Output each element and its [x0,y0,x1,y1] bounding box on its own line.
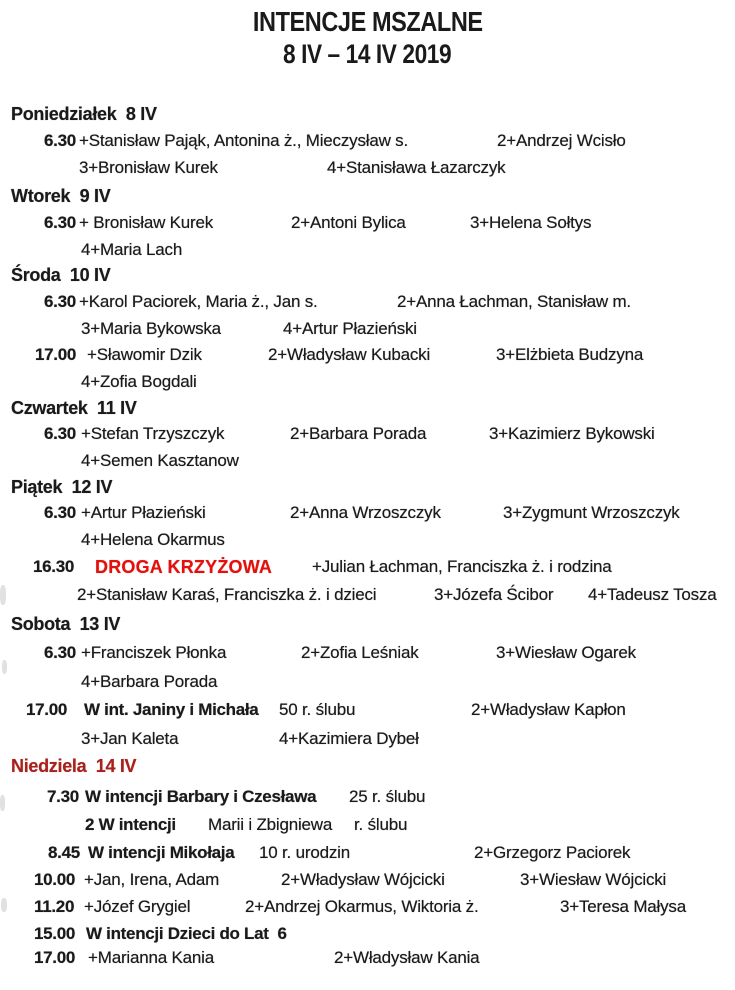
intention-text: 3+Helena Sołtys [470,213,592,232]
intention-text: 4+Kazimiera Dybeł [279,729,419,748]
mass-line [0,130,735,154]
continuation-line [0,157,735,181]
scan-smudge [0,585,6,605]
intention-text: W intencji Dzieci do Lat 6 [86,924,287,943]
intention-text: 2+Stanisław Karaś, Franciszka ż. i dzieci [77,585,377,604]
continuation-line [0,239,735,263]
time-label: 7.30 [47,787,79,806]
mass-line [0,642,735,666]
continuation-line [0,450,735,474]
intention-text: 3+Maria Bykowska [81,319,221,338]
intention-text: r. ślubu [354,815,408,834]
mass-line [0,842,735,866]
intention-text: 50 r. ślubu [279,700,356,719]
continuation-line [0,529,735,553]
mass-line [0,947,735,971]
intention-text: +Józef Grygiel [84,897,191,916]
mass-line [0,212,735,236]
time-label: 17.00 [26,700,68,719]
time-label: 11.20 [34,897,75,916]
intention-text: 2+Anna Wrzoszczyk [290,503,441,522]
mass-line [0,291,735,315]
intention-text: 2+Andrzej Wcisło [497,131,626,150]
time-label: 6.30 [44,424,76,443]
intention-text: 3+Wiesław Ogarek [496,643,636,662]
intention-text: 2+Władysław Kapłon [471,700,626,719]
day-heading: Poniedziałek 8 IV [11,104,157,124]
mass-line [0,699,735,723]
date-range-text: 8 IV – 14 IV 2019 [283,39,452,69]
continuation-line [0,584,735,608]
day-heading: Wtorek 9 IV [11,186,111,206]
intention-text: 4+Zofia Bogdali [81,372,197,391]
mass-line [0,344,735,368]
continuation-line [0,671,735,695]
intention-text: 2 W intencji [85,815,176,834]
time-label: 6.30 [44,643,76,662]
intention-text: +Karol Paciorek, Maria ż., Jan s. [79,292,318,311]
intention-text: +Julian Łachman, Franciszka ż. i rodzina [312,557,612,576]
mass-line [0,923,735,947]
intention-text: 3+Teresa Małysa [560,897,686,916]
intention-text: 3+Jan Kaleta [81,729,179,748]
intention-text: W intencji Barbary i Czesława [85,787,317,806]
intention-text: 2+Zofia Leśniak [301,643,419,662]
intention-text: 4+Helena Okarmus [81,530,225,549]
continuation-line [0,318,735,342]
time-label: 6.30 [44,503,76,522]
time-label: 15.00 [34,924,76,943]
intention-text: +Sławomir Dzik [87,345,202,364]
mass-line [0,502,735,526]
continuation-line [0,814,735,838]
time-label: 8.45 [48,843,80,862]
intention-text: 25 r. ślubu [349,787,426,806]
intention-text: 10 r. urodzin [259,843,350,862]
scan-smudge [0,795,5,811]
intention-text: 3+Kazimierz Bykowski [489,424,655,443]
intention-text: +Artur Płazieński [81,503,206,522]
intention-text: 2+Władysław Kubacki [268,345,431,364]
intention-text: 4+Tadeusz Tosza [588,585,717,604]
intention-text: 2+Barbara Porada [290,424,427,443]
mass-line [0,423,735,447]
day-heading-line [0,185,735,209]
intention-text: +Franciszek Płonka [81,643,227,662]
time-label: 6.30 [44,292,76,311]
day-heading: Sobota 13 IV [11,614,121,634]
intention-text: +Marianna Kania [88,948,215,967]
day-heading-line [0,755,735,779]
day-heading-line [0,613,735,637]
intention-text: +Stanisław Pająk, Antonina ż., Mieczysław s. [79,131,408,150]
intention-text: 2+Władysław Kania [334,948,480,967]
intention-text: 2+Andrzej Okarmus, Wiktoria ż. [245,897,479,916]
intention-text: 3+Zygmunt Wrzoszczyk [503,503,680,522]
mass-line [0,869,735,893]
intention-text: 3+Wiesław Wójcicki [520,870,667,889]
intention-text: +Jan, Irena, Adam [84,870,220,889]
scan-smudge [2,660,7,674]
day-heading: Niedziela 14 IV [11,756,137,776]
intention-text: 2+Władysław Wójcicki [281,870,445,889]
day-heading-line [0,476,735,500]
intention-text: 2+Grzegorz Paciorek [474,843,631,862]
page-title-text: INTENCJE MSZALNE [252,6,483,37]
day-heading: Środa 10 IV [11,265,111,285]
intention-text: 2+Antoni Bylica [291,213,406,232]
intention-text: 4+Semen Kasztanow [81,451,239,470]
day-heading: Czwartek 11 IV [11,398,137,418]
day-heading-line [0,103,735,127]
intention-text: 4+Stanisława Łazarczyk [327,158,506,177]
intention-text: Marii i Zbigniewa [208,815,333,834]
mass-line [0,896,735,920]
intention-text: 4+Maria Lach [81,240,183,259]
mass-line [0,786,735,810]
intention-text: 2+Anna Łachman, Stanisław m. [397,292,631,311]
time-label: 6.30 [44,213,76,232]
continuation-line [0,728,735,752]
intention-text: 4+Barbara Porada [81,672,218,691]
time-label: 16.30 [33,557,75,576]
day-heading-line [0,264,735,288]
intention-text: W int. Janiny i Michała [84,700,259,719]
day-heading-line [0,397,735,421]
intention-text: + Bronisław Kurek [79,213,214,232]
continuation-line [0,371,735,395]
intention-text: +Stefan Trzyszczyk [81,424,225,443]
intention-text: 4+Artur Płazieński [283,319,417,338]
event-label: DROGA KRZYŻOWA [95,557,273,577]
mass-line [0,556,735,580]
intention-text: 3+Bronisław Kurek [79,158,218,177]
scan-smudge [1,898,7,912]
time-label: 17.00 [35,345,77,364]
day-heading: Piątek 12 IV [11,477,113,497]
time-label: 10.00 [34,870,76,889]
intention-text: 3+Elżbieta Budzyna [496,345,644,364]
time-label: 17.00 [34,948,76,967]
intention-text: W intencji Mikołaja [88,843,235,862]
time-label: 6.30 [44,131,76,150]
intention-text: 3+Józefa Ścibor [434,585,554,604]
